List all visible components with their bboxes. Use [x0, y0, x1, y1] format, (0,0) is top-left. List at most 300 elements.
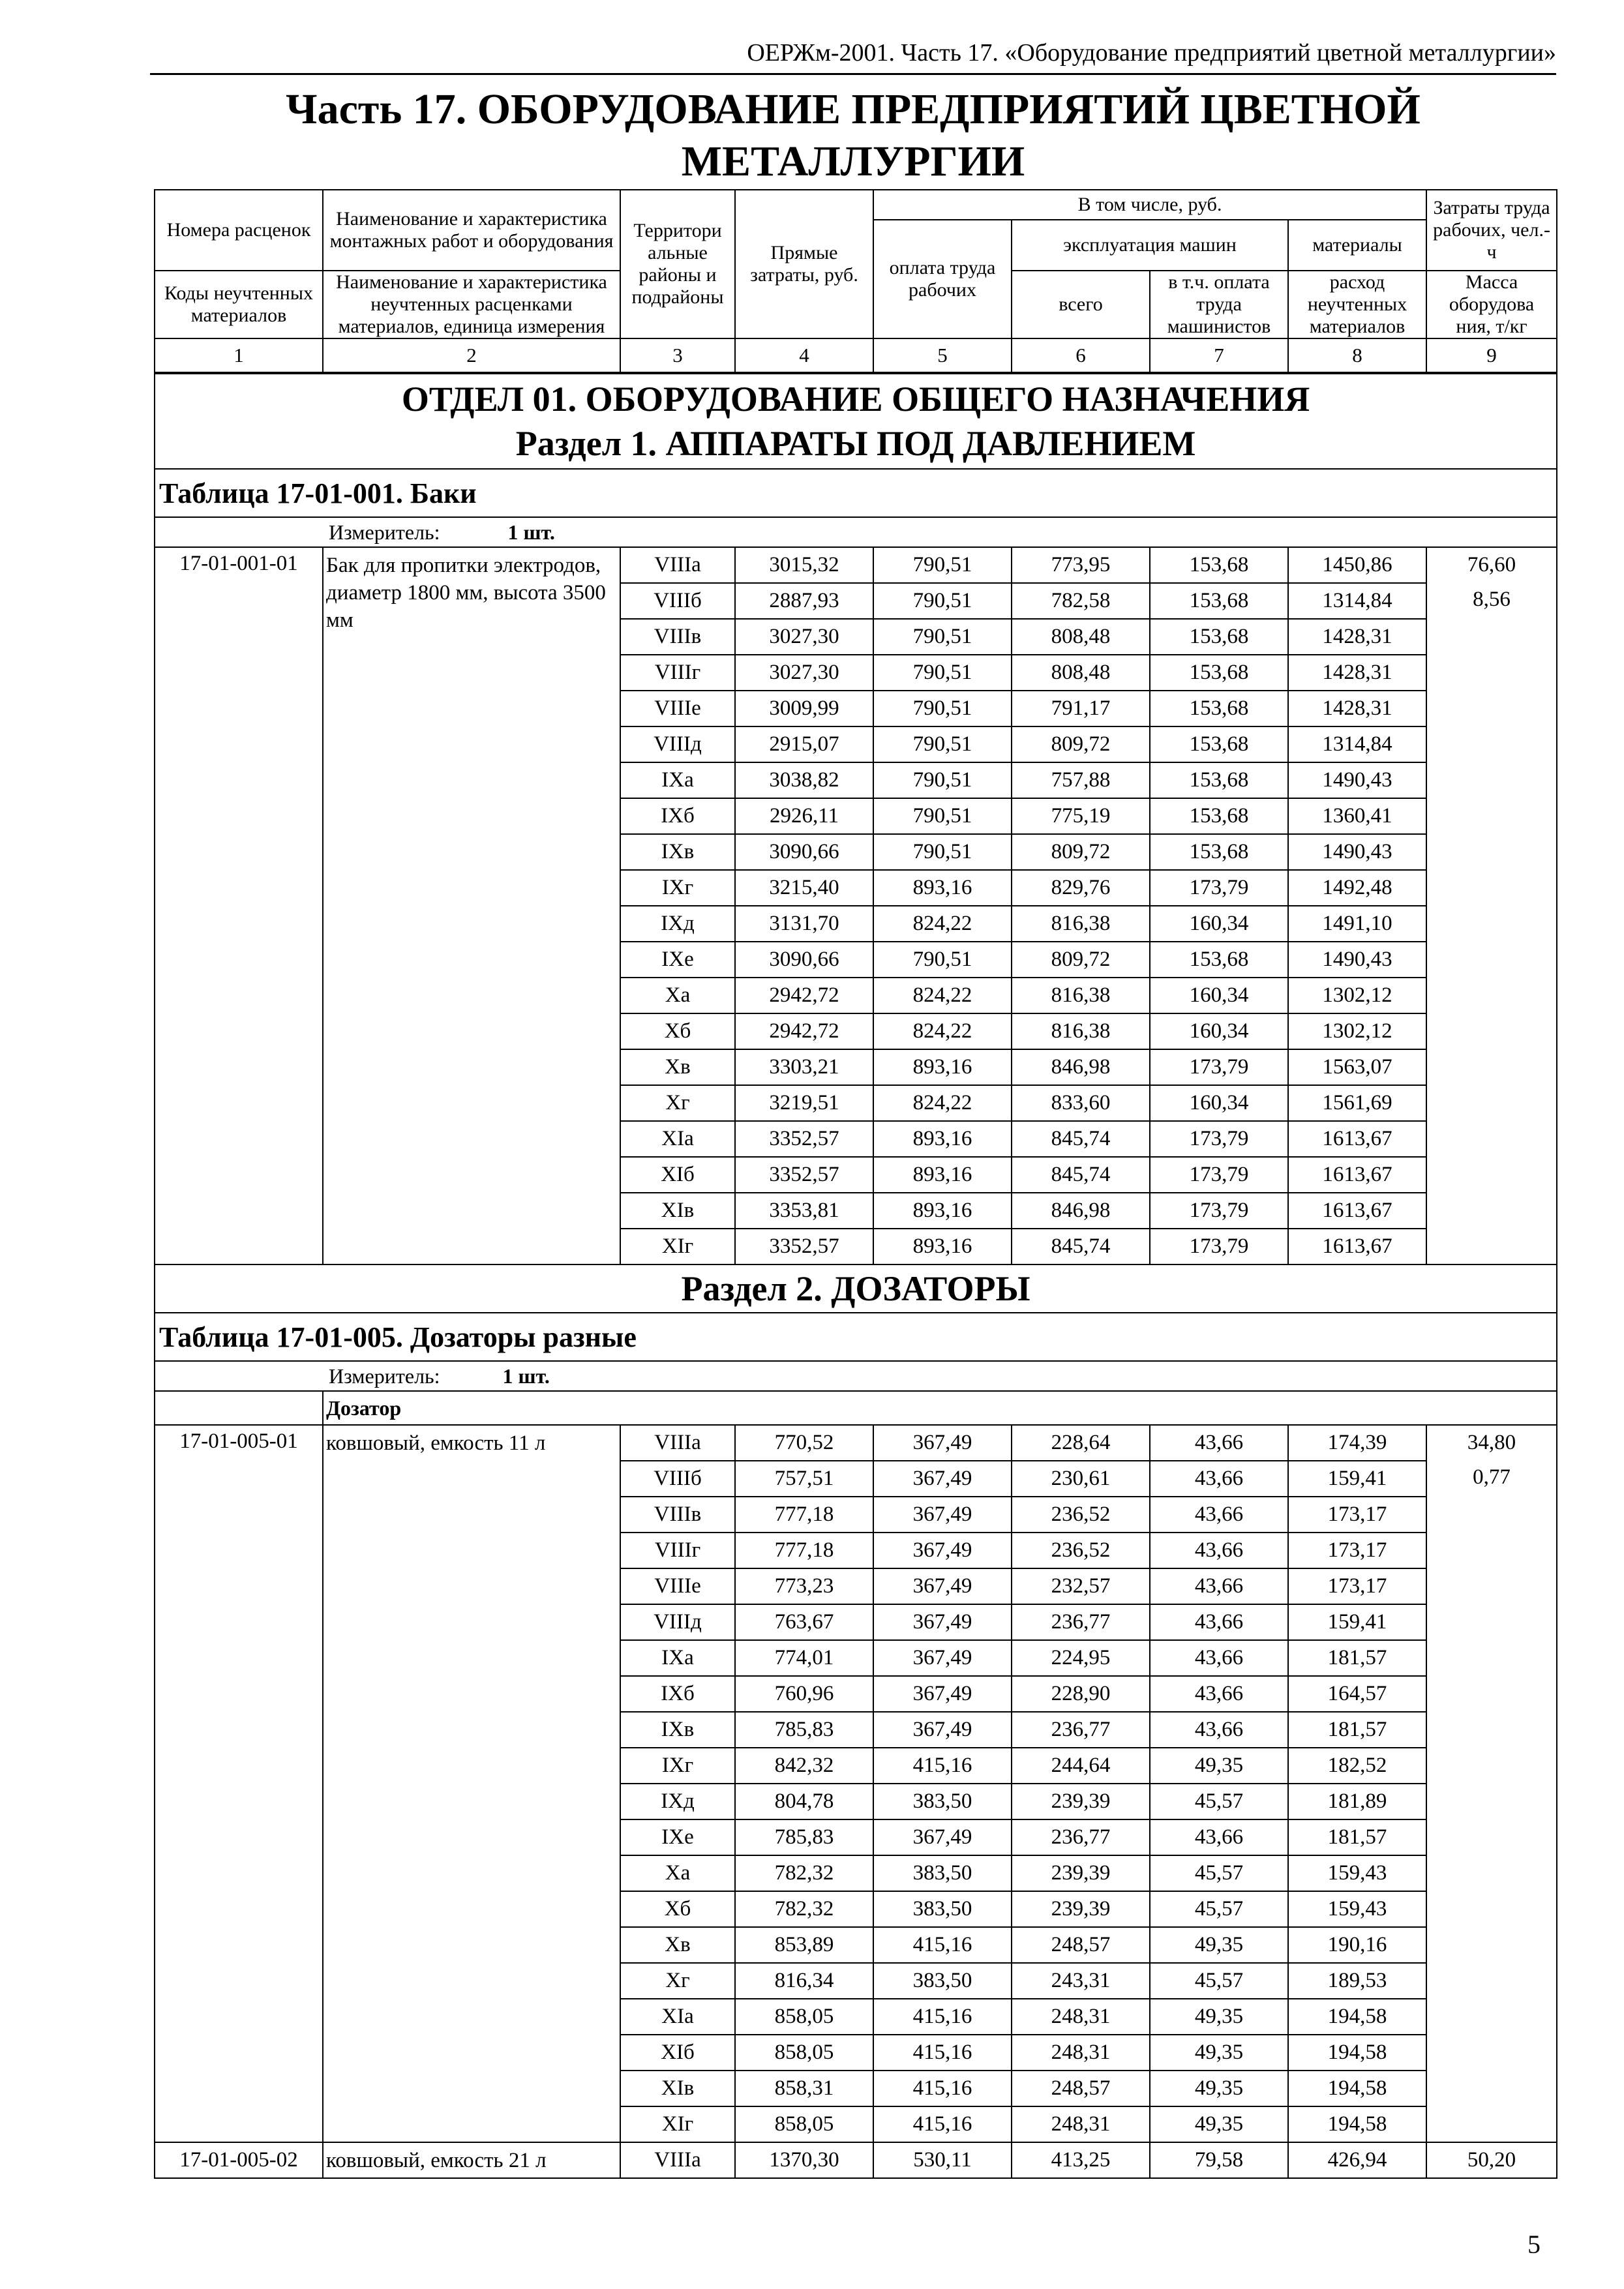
cell-col-6: 244,64 — [1012, 1748, 1150, 1784]
cell-col-5: 790,51 — [873, 834, 1012, 870]
table1-measure — [155, 517, 1557, 547]
cell-col-7: 43,66 — [1150, 1640, 1288, 1676]
column-number: 8 — [1288, 338, 1426, 373]
cell-col-5: 383,50 — [873, 1784, 1012, 1819]
cell-col-4: 3219,51 — [735, 1085, 873, 1121]
cell-col-6: 809,72 — [1012, 726, 1150, 762]
cell-col-5: 367,49 — [873, 1604, 1012, 1640]
cell-col-8: 181,89 — [1288, 1784, 1426, 1819]
cell-col-4: 3009,99 — [735, 691, 873, 726]
cell-col-5: 790,51 — [873, 619, 1012, 655]
cell-col-4: 853,89 — [735, 1927, 873, 1963]
cell-col-4: 773,23 — [735, 1568, 873, 1604]
cell-col-6: 236,77 — [1012, 1712, 1150, 1748]
cell-col-7: 160,34 — [1150, 978, 1288, 1013]
cell-col-3: VIIIд — [620, 1604, 735, 1640]
cell-col-4: 858,31 — [735, 2071, 873, 2106]
cell-col-5: 367,49 — [873, 1425, 1012, 1461]
cell-col-8: 194,58 — [1288, 2071, 1426, 2106]
cell-col-4: 2942,72 — [735, 1013, 873, 1049]
cell-col-8: 190,16 — [1288, 1927, 1426, 1963]
cell-col-4: 770,52 — [735, 1425, 873, 1461]
cell-col-6: 236,52 — [1012, 1497, 1150, 1533]
cell-col-4: 785,83 — [735, 1819, 873, 1855]
cell-col-8: 1613,67 — [1288, 1229, 1426, 1264]
cell-col-5: 893,16 — [873, 1229, 1012, 1264]
cell-col-3: VIIIa — [620, 1425, 735, 1461]
cell-col-8: 159,43 — [1288, 1891, 1426, 1927]
cell-col-6: 808,48 — [1012, 619, 1150, 655]
cell-col-5: 790,51 — [873, 583, 1012, 619]
header-labor-costs: Затраты труда рабочих, чел.-ч — [1426, 190, 1557, 271]
cell-col-3: Xб — [620, 1891, 735, 1927]
cell-col-8: 173,17 — [1288, 1568, 1426, 1604]
cell-col-7: 43,66 — [1150, 1712, 1288, 1748]
cell-col-5: 824,22 — [873, 978, 1012, 1013]
cell-col-4: 3353,81 — [735, 1193, 873, 1229]
cell-col-5: 530,11 — [873, 2142, 1012, 2178]
cell-col-7: 49,35 — [1150, 2035, 1288, 2071]
cell-col-6: 782,58 — [1012, 583, 1150, 619]
cell-col-4: 3131,70 — [735, 906, 873, 942]
cell-col-4: 858,05 — [735, 2106, 873, 2142]
cell-col-5: 893,16 — [873, 1049, 1012, 1085]
section2-row — [155, 1264, 1557, 1313]
cell-col-4: 2887,93 — [735, 583, 873, 619]
cell-col-8: 174,39 — [1288, 1425, 1426, 1461]
cell-col-6: 829,76 — [1012, 870, 1150, 906]
cell-col-8: 1490,43 — [1288, 762, 1426, 798]
cell-col-4: 3027,30 — [735, 655, 873, 691]
cell-col-4: 3015,32 — [735, 547, 873, 583]
cell-col-4: 782,32 — [735, 1891, 873, 1927]
cell-col-6: 816,38 — [1012, 906, 1150, 942]
cell-col-7: 49,35 — [1150, 1748, 1288, 1784]
cell-col-5: 893,16 — [873, 1121, 1012, 1157]
header-material-consumption: расход неучтенных материалов — [1288, 271, 1426, 338]
cell-col-3: VIIIг — [620, 1533, 735, 1568]
table2-title-row — [155, 1313, 1557, 1361]
department-line: ОТДЕЛ 01. ОБОРУДОВАНИЕ ОБЩЕГО НАЗНАЧЕНИЯ — [401, 380, 1310, 419]
cell-col-8: 1314,84 — [1288, 583, 1426, 619]
cell-col-7: 49,35 — [1150, 1927, 1288, 1963]
cell-col-8: 1314,84 — [1288, 726, 1426, 762]
column-number: 1 — [155, 338, 323, 373]
header-material-codes: Коды неучтенных материалов — [155, 271, 323, 338]
cell-col-3: VIIIв — [620, 619, 735, 655]
cell-col-5: 367,49 — [873, 1533, 1012, 1568]
cell-col-5: 415,16 — [873, 1999, 1012, 2035]
cell-col-3: XIг — [620, 2106, 735, 2142]
labor-mass-cell — [1426, 547, 1557, 1264]
cell-col-4: 782,32 — [735, 1855, 873, 1891]
cell-col-7: 43,66 — [1150, 1533, 1288, 1568]
cell-col-5: 824,22 — [873, 906, 1012, 942]
cell-col-3: XIв — [620, 2071, 735, 2106]
cell-col-5: 790,51 — [873, 762, 1012, 798]
work-name: ковшовый, емкость 11 л — [323, 1425, 620, 2142]
cell-col-5: 893,16 — [873, 1157, 1012, 1193]
cell-col-8: 182,52 — [1288, 1748, 1426, 1784]
cell-col-4: 3352,57 — [735, 1121, 873, 1157]
column-number: 5 — [873, 338, 1012, 373]
cell-col-8: 1491,10 — [1288, 906, 1426, 942]
cell-col-7: 160,34 — [1150, 1013, 1288, 1049]
cell-col-3: IXв — [620, 1712, 735, 1748]
cell-col-3: IXд — [620, 1784, 735, 1819]
table2-title: Таблица 17-01-005. Дозаторы разные — [155, 1313, 1557, 1361]
cell-col-3: Xа — [620, 1855, 735, 1891]
cell-col-3: VIIIб — [620, 583, 735, 619]
cell-col-7: 173,79 — [1150, 870, 1288, 906]
cell-col-6: 248,31 — [1012, 2106, 1150, 2142]
cell-col-7: 45,57 — [1150, 1963, 1288, 1999]
cell-col-4: 3038,82 — [735, 762, 873, 798]
cell-col-6: 228,64 — [1012, 1425, 1150, 1461]
cell-col-7: 45,57 — [1150, 1784, 1288, 1819]
table-row — [155, 2142, 1557, 2178]
cell-col-8: 1492,48 — [1288, 870, 1426, 906]
cell-col-5: 790,51 — [873, 798, 1012, 834]
cell-col-3: Xа — [620, 978, 735, 1013]
cell-col-3: VIIIд — [620, 726, 735, 762]
cell-col-6: 239,39 — [1012, 1891, 1150, 1927]
cell-col-7: 43,66 — [1150, 1676, 1288, 1712]
cell-col-8: 189,53 — [1288, 1963, 1426, 1999]
part-title-line2: МЕТАЛЛУРГИИ — [681, 138, 1025, 185]
cell-col-4: 816,34 — [735, 1963, 873, 1999]
header-materials: материалы — [1288, 220, 1426, 271]
header-work-name: Наименование и характеристика монтажных работ и оборудования — [323, 190, 620, 271]
cell-col-3: XIа — [620, 1999, 735, 2035]
cell-col-3: VIIIa — [620, 2142, 735, 2178]
section1-title: Раздел 1. АППАРАТЫ ПОД ДАВЛЕНИЕМ — [515, 424, 1196, 463]
measure-value: 1 шт. — [507, 520, 555, 544]
table1-title: Таблица 17-01-001. Баки — [155, 469, 1557, 517]
cell-col-5: 415,16 — [873, 1927, 1012, 1963]
header-worker-pay: оплата труда рабочих — [873, 220, 1012, 338]
cell-col-6: 248,57 — [1012, 2071, 1150, 2106]
cell-col-3: Xб — [620, 1013, 735, 1049]
header-territory: Территори альные районы и подрайоны — [620, 190, 735, 338]
cell-col-6: 791,17 — [1012, 691, 1150, 726]
cell-col-4: 3027,30 — [735, 619, 873, 655]
cell-col-6: 816,38 — [1012, 1013, 1150, 1049]
cell-col-5: 367,49 — [873, 1497, 1012, 1533]
column-number: 9 — [1426, 338, 1557, 373]
cell-col-4: 760,96 — [735, 1676, 873, 1712]
cell-col-6: 846,98 — [1012, 1049, 1150, 1085]
column-number: 6 — [1012, 338, 1150, 373]
header-machines-total: всего — [1012, 271, 1150, 338]
group-spacer — [155, 1391, 323, 1425]
rates-table — [154, 189, 1557, 2179]
cell-col-8: 194,58 — [1288, 1999, 1426, 2035]
cell-col-7: 153,68 — [1150, 834, 1288, 870]
department-title — [155, 373, 1557, 469]
cell-col-3: IXд — [620, 906, 735, 942]
cell-col-4: 3352,57 — [735, 1157, 873, 1193]
cell-col-8: 194,58 — [1288, 2106, 1426, 2142]
cell-col-5: 367,49 — [873, 1461, 1012, 1497]
equipment-mass: 8,56 — [1473, 588, 1511, 611]
cell-col-7: 173,79 — [1150, 1229, 1288, 1264]
cell-col-7: 173,79 — [1150, 1157, 1288, 1193]
cell-col-5: 824,22 — [873, 1085, 1012, 1121]
cell-col-4: 2915,07 — [735, 726, 873, 762]
rate-code: 17-01-001-01 — [155, 547, 323, 1264]
cell-col-8: 194,58 — [1288, 2035, 1426, 2071]
cell-col-5: 790,51 — [873, 547, 1012, 583]
equipment-mass: 0,77 — [1473, 1465, 1511, 1489]
cell-col-6: 248,31 — [1012, 1999, 1150, 2035]
cell-col-6: 809,72 — [1012, 834, 1150, 870]
part-title — [150, 83, 1556, 188]
cell-col-6: 816,38 — [1012, 978, 1150, 1013]
cell-col-8: 1490,43 — [1288, 834, 1426, 870]
cell-col-7: 43,66 — [1150, 1819, 1288, 1855]
cell-col-6: 228,90 — [1012, 1676, 1150, 1712]
cell-col-4: 777,18 — [735, 1497, 873, 1533]
measure-label: Измеритель: — [329, 520, 440, 544]
cell-col-7: 43,66 — [1150, 1461, 1288, 1497]
cell-col-5: 383,50 — [873, 1963, 1012, 1999]
cell-col-5: 893,16 — [873, 870, 1012, 906]
cell-col-7: 173,79 — [1150, 1049, 1288, 1085]
cell-col-3: VIIIг — [620, 655, 735, 691]
running-header: ОЕРЖм-2001. Часть 17. «Оборудование предприятий цветной металлургии» — [747, 39, 1556, 67]
cell-col-5: 893,16 — [873, 1193, 1012, 1229]
cell-col-3: IXе — [620, 1819, 735, 1855]
column-number: 3 — [620, 338, 735, 373]
cell-col-7: 43,66 — [1150, 1497, 1288, 1533]
cell-col-4: 2926,11 — [735, 798, 873, 834]
cell-col-4: 2942,72 — [735, 978, 873, 1013]
cell-col-6: 845,74 — [1012, 1229, 1150, 1264]
cell-col-8: 1360,41 — [1288, 798, 1426, 834]
header-material-names: Наименование и характеристика неучтенных расценками материалов, единица измерения — [323, 271, 620, 338]
cell-col-5: 367,49 — [873, 1640, 1012, 1676]
cell-col-7: 173,79 — [1150, 1193, 1288, 1229]
cell-col-3: XIб — [620, 1157, 735, 1193]
cell-col-4: 858,05 — [735, 1999, 873, 2035]
cell-col-3: VIIIб — [620, 1461, 735, 1497]
cell-col-8: 1302,12 — [1288, 978, 1426, 1013]
cell-col-3: Xв — [620, 1927, 735, 1963]
cell-col-8: 181,57 — [1288, 1819, 1426, 1855]
rate-code: 17-01-005-02 — [155, 2142, 323, 2178]
cell-col-6: 845,74 — [1012, 1157, 1150, 1193]
header-including: В том числе, руб. — [873, 190, 1426, 220]
cell-col-3: VIIIa — [620, 547, 735, 583]
cell-col-4: 858,05 — [735, 2035, 873, 2071]
cell-col-4: 3090,66 — [735, 942, 873, 978]
cell-col-3: Xг — [620, 1963, 735, 1999]
column-number: 7 — [1150, 338, 1288, 373]
cell-col-6: 248,57 — [1012, 1927, 1150, 1963]
cell-col-7: 153,68 — [1150, 762, 1288, 798]
table2-measure — [155, 1361, 1557, 1391]
cell-col-3: XIг — [620, 1229, 735, 1264]
cell-col-5: 367,49 — [873, 1568, 1012, 1604]
cell-col-6: 757,88 — [1012, 762, 1150, 798]
cell-col-7: 153,68 — [1150, 691, 1288, 726]
cell-col-8: 159,41 — [1288, 1461, 1426, 1497]
rates-table-wrap — [154, 189, 1556, 2179]
cell-col-3: Xг — [620, 1085, 735, 1121]
cell-col-5: 790,51 — [873, 942, 1012, 978]
cell-col-7: 43,66 — [1150, 1425, 1288, 1461]
cell-col-8: 1613,67 — [1288, 1157, 1426, 1193]
cell-col-8: 1428,31 — [1288, 691, 1426, 726]
cell-col-6: 775,19 — [1012, 798, 1150, 834]
cell-col-8: 1450,86 — [1288, 547, 1426, 583]
cell-col-7: 153,68 — [1150, 619, 1288, 655]
cell-col-8: 164,57 — [1288, 1676, 1426, 1712]
cell-col-6: 239,39 — [1012, 1855, 1150, 1891]
cell-col-4: 1370,30 — [735, 2142, 873, 2178]
cell-col-4: 3303,21 — [735, 1049, 873, 1085]
cell-col-7: 45,57 — [1150, 1891, 1288, 1927]
cell-col-3: VIIIв — [620, 1497, 735, 1533]
header-rule — [150, 73, 1556, 75]
cell-col-7: 173,79 — [1150, 1121, 1288, 1157]
cell-col-4: 3215,40 — [735, 870, 873, 906]
cell-col-7: 153,68 — [1150, 942, 1288, 978]
table2-measure-row — [155, 1361, 1557, 1391]
column-numbers-row — [155, 338, 1557, 373]
cell-col-6: 808,48 — [1012, 655, 1150, 691]
cell-col-3: XIа — [620, 1121, 735, 1157]
cell-col-3: IXб — [620, 1676, 735, 1712]
cell-col-6: 236,77 — [1012, 1604, 1150, 1640]
cell-col-5: 824,22 — [873, 1013, 1012, 1049]
cell-col-8: 1428,31 — [1288, 619, 1426, 655]
header-equipment-mass: Масса оборудова ния, т/кг — [1426, 271, 1557, 338]
measure-value: 1 шт. — [502, 1364, 550, 1388]
cell-col-3: VIIIе — [620, 1568, 735, 1604]
cell-col-5: 367,49 — [873, 1819, 1012, 1855]
cell-col-8: 1613,67 — [1288, 1193, 1426, 1229]
cell-col-5: 790,51 — [873, 691, 1012, 726]
labor-cost: 76,60 — [1467, 553, 1516, 576]
group-row — [155, 1391, 1557, 1425]
header-machinist-pay: в т.ч. оплата труда машинистов — [1150, 271, 1288, 338]
cell-col-7: 160,34 — [1150, 906, 1288, 942]
cell-col-4: 757,51 — [735, 1461, 873, 1497]
cell-col-7: 160,34 — [1150, 1085, 1288, 1121]
cell-col-3: IXг — [620, 1748, 735, 1784]
cell-col-5: 415,16 — [873, 2106, 1012, 2142]
cell-col-7: 49,35 — [1150, 1999, 1288, 2035]
cell-col-3: XIб — [620, 2035, 735, 2071]
cell-col-7: 153,68 — [1150, 726, 1288, 762]
cell-col-6: 773,95 — [1012, 547, 1150, 583]
cell-col-8: 1563,07 — [1288, 1049, 1426, 1085]
cell-col-3: Xв — [620, 1049, 735, 1085]
cell-col-6: 413,25 — [1012, 2142, 1150, 2178]
cell-col-6: 230,61 — [1012, 1461, 1150, 1497]
part-title-line1: Часть 17. ОБОРУДОВАНИЕ ПРЕДПРИЯТИЙ ЦВЕТНОЙ — [286, 85, 1421, 133]
cell-col-6: 248,31 — [1012, 2035, 1150, 2071]
cell-col-8: 1490,43 — [1288, 942, 1426, 978]
cell-col-3: IXг — [620, 870, 735, 906]
cell-col-6: 845,74 — [1012, 1121, 1150, 1157]
column-number: 4 — [735, 338, 873, 373]
page-number: 5 — [1527, 2230, 1541, 2259]
cell-col-4: 763,67 — [735, 1604, 873, 1640]
cell-col-3: IXа — [620, 1640, 735, 1676]
work-name: Бак для пропитки электродов, диаметр 1800 мм, высота 3500 мм — [323, 547, 620, 1264]
cell-col-5: 383,50 — [873, 1855, 1012, 1891]
cell-col-8: 181,57 — [1288, 1712, 1426, 1748]
cell-col-4: 774,01 — [735, 1640, 873, 1676]
cell-col-4: 785,83 — [735, 1712, 873, 1748]
measure-label: Измеритель: — [329, 1364, 440, 1388]
cell-col-5: 790,51 — [873, 726, 1012, 762]
cell-col-4: 804,78 — [735, 1784, 873, 1819]
work-name: ковшовый, емкость 21 л — [323, 2142, 620, 2178]
cell-col-5: 415,16 — [873, 2071, 1012, 2106]
cell-col-5: 415,16 — [873, 2035, 1012, 2071]
cell-col-6: 224,95 — [1012, 1640, 1150, 1676]
cell-col-3: XIв — [620, 1193, 735, 1229]
cell-col-8: 159,41 — [1288, 1604, 1426, 1640]
table-row — [155, 1425, 1557, 1461]
cell-col-8: 1561,69 — [1288, 1085, 1426, 1121]
labor-cost: 34,80 — [1467, 1431, 1516, 1454]
table-row — [155, 547, 1557, 583]
cell-col-3: IXв — [620, 834, 735, 870]
cell-col-8: 173,17 — [1288, 1497, 1426, 1533]
cell-col-7: 153,68 — [1150, 655, 1288, 691]
header-machines: эксплуатация машин — [1012, 220, 1288, 271]
cell-col-6: 236,52 — [1012, 1533, 1150, 1568]
cell-col-8: 1613,67 — [1288, 1121, 1426, 1157]
cell-col-8: 181,57 — [1288, 1640, 1426, 1676]
column-number: 2 — [323, 338, 620, 373]
cell-col-5: 415,16 — [873, 1748, 1012, 1784]
cell-col-7: 43,66 — [1150, 1604, 1288, 1640]
cell-col-5: 790,51 — [873, 655, 1012, 691]
group-title: Дозатор — [323, 1391, 1557, 1425]
cell-col-5: 383,50 — [873, 1891, 1012, 1927]
cell-col-7: 79,58 — [1150, 2142, 1288, 2178]
labor-mass-cell — [1426, 1425, 1557, 2142]
cell-col-6: 243,31 — [1012, 1963, 1150, 1999]
cell-col-3: IXа — [620, 762, 735, 798]
cell-col-4: 842,32 — [735, 1748, 873, 1784]
cell-col-7: 49,35 — [1150, 2106, 1288, 2142]
header-rate-numbers: Номера расценок — [155, 190, 323, 271]
cell-col-8: 1428,31 — [1288, 655, 1426, 691]
cell-col-6: 236,77 — [1012, 1819, 1150, 1855]
cell-col-4: 777,18 — [735, 1533, 873, 1568]
cell-col-4: 3352,57 — [735, 1229, 873, 1264]
cell-col-8: 1302,12 — [1288, 1013, 1426, 1049]
cell-col-7: 153,68 — [1150, 798, 1288, 834]
labor-cost: 50,20 — [1426, 2142, 1557, 2178]
cell-col-6: 809,72 — [1012, 942, 1150, 978]
header-direct-costs: Прямые затраты, руб. — [735, 190, 873, 338]
cell-col-7: 49,35 — [1150, 2071, 1288, 2106]
cell-col-6: 833,60 — [1012, 1085, 1150, 1121]
cell-col-4: 3090,66 — [735, 834, 873, 870]
cell-col-3: VIIIе — [620, 691, 735, 726]
cell-col-6: 239,39 — [1012, 1784, 1150, 1819]
cell-col-8: 426,94 — [1288, 2142, 1426, 2178]
cell-col-5: 367,49 — [873, 1676, 1012, 1712]
